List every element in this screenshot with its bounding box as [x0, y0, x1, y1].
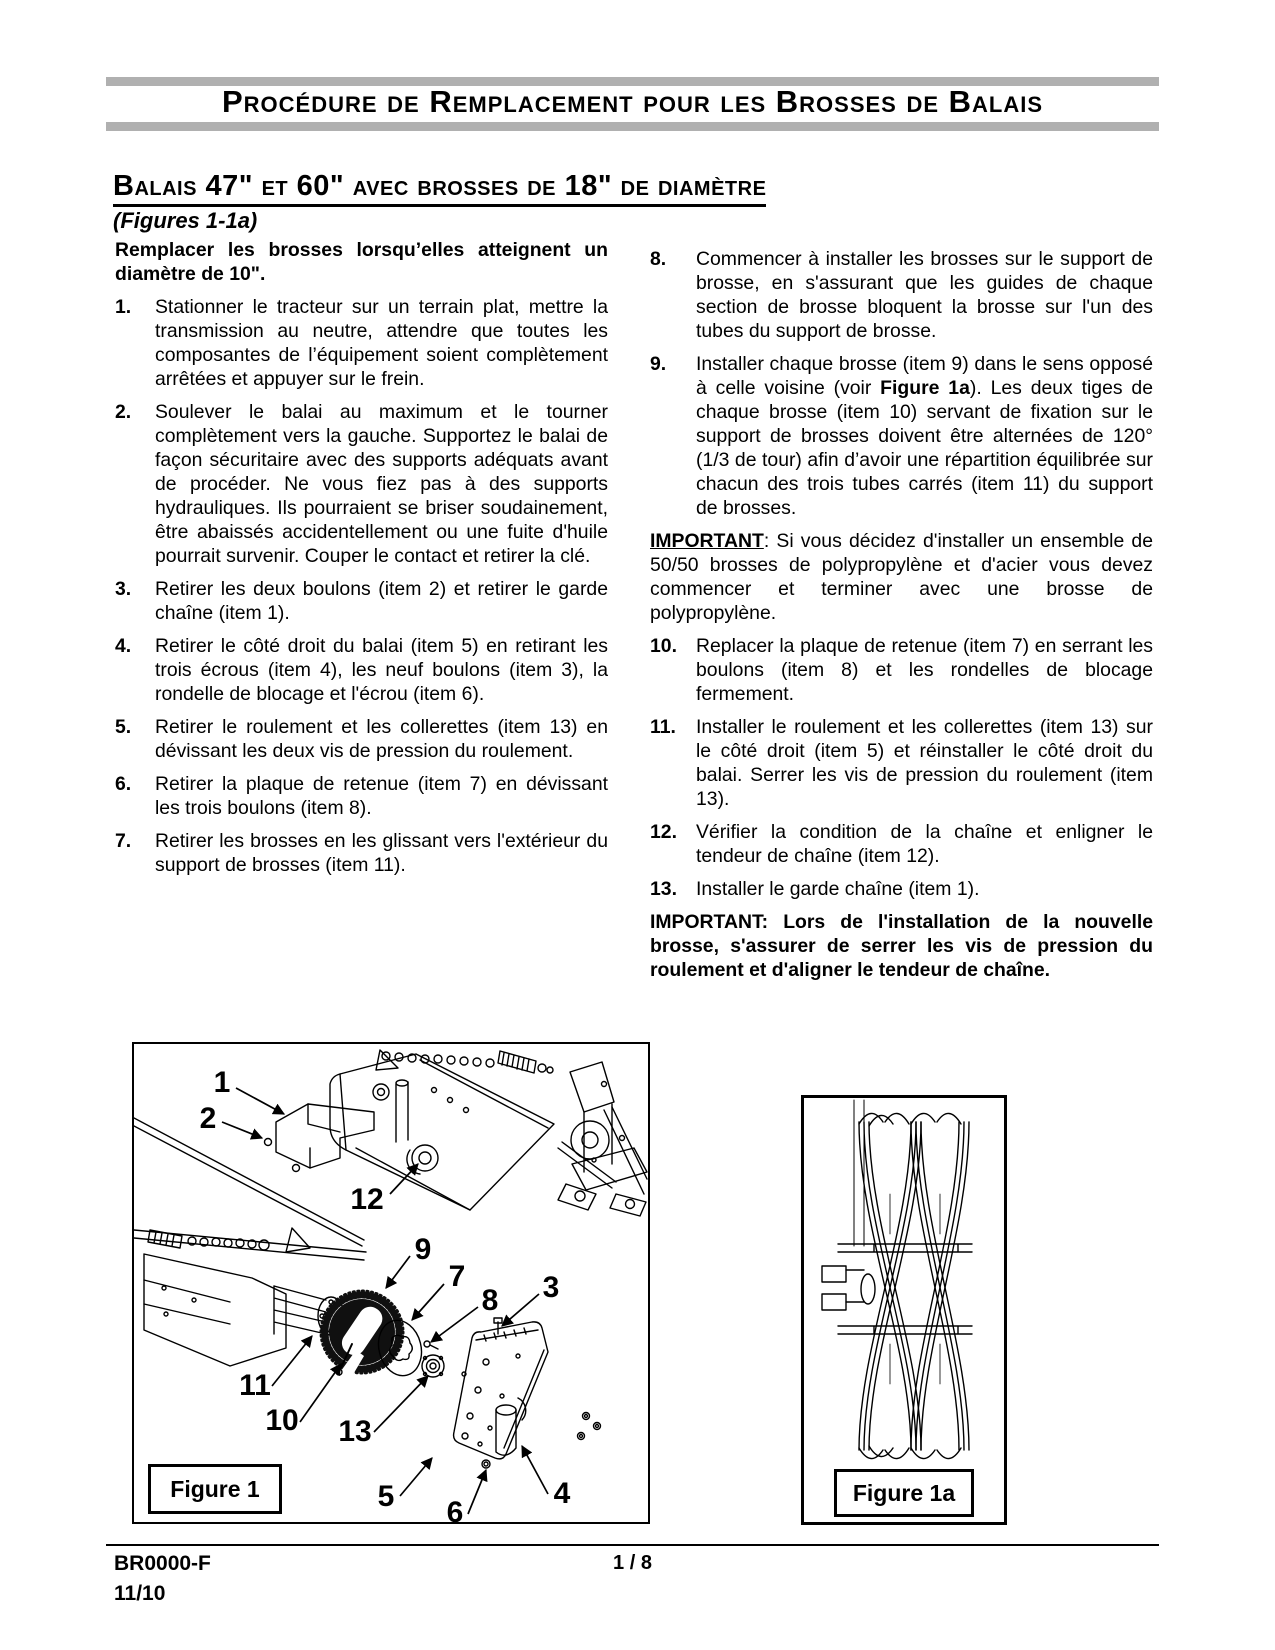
- step-text: Installer chaque brosse (item 9) dans le sens opposé à celle voisine (voir Figure 1a). Les deux tiges de chaque brosse (item 10) servant de fixation sur le support de brosses doivent être alternées de 120° (1/3 de tour) afin d’avoir une répartition équilibrée sur chacun des trois tubes carrés (item 11) du support de brosses.: [696, 353, 1153, 519]
- step-text: Retirer le roulement et les collerettes (item 13) en dévissant les deux vis de pression du roulement.: [155, 716, 608, 762]
- important-note-1: IMPORTANT: Si vous décidez d'installer un ensemble de 50/50 brosses de polypropylène et d'acier vous devez commencer et terminer avec une brosse de polypropylène.: [650, 530, 1153, 624]
- page-number: 1 / 8: [613, 1552, 652, 1574]
- figure1-art: [134, 1044, 648, 1522]
- brush-crossing-art: [822, 1100, 972, 1459]
- step-number: 13.: [650, 878, 677, 900]
- right-column: [650, 247, 1153, 991]
- step-1: [115, 295, 608, 391]
- callout-number-11: 11: [239, 1369, 271, 1402]
- figure-reference: Figure 1a: [880, 377, 970, 399]
- step-text: Soulever le balai au maximum et le tourner complètement vers la gauche. Supportez le balai de façon sécuritaire avec des supports adéquats avant de procéder. Ne vous fiez pas à des supports hydrauliques. Ils pourraient se briser soudainement, être abaissés accidentellement ou une fuite d'huile pourrait survenir. Couper le contact et retirer la clé.: [155, 401, 608, 567]
- left-column: [115, 238, 608, 886]
- step-number: 12.: [650, 821, 677, 843]
- step-9: [650, 352, 1153, 520]
- callout-number-10: 10: [265, 1404, 299, 1437]
- callout-number-6: 6: [446, 1496, 464, 1522]
- figure1a-brush-orientation: [801, 1095, 1007, 1525]
- step-11: [650, 715, 1153, 811]
- section-heading: Balais 47" et 60" avec brosses de 18" de diamètre: [113, 170, 766, 207]
- callout-number-12: 12: [350, 1183, 384, 1216]
- step-number: 10.: [650, 635, 677, 657]
- step-number: 3.: [115, 578, 132, 600]
- step-text: Installer le garde chaîne (item 1).: [696, 878, 980, 900]
- callout-leader-10: [300, 1364, 341, 1422]
- step-number: 2.: [115, 401, 132, 423]
- step-2: [115, 400, 608, 568]
- callout-leader-6: [468, 1470, 486, 1514]
- callout-leader-2: [222, 1122, 262, 1138]
- step-number: 8.: [650, 248, 667, 270]
- callout-leader-4: [522, 1446, 548, 1494]
- step-text: Vérifier la condition de la chaîne et enligner le tendeur de chaîne (item 12).: [696, 821, 1153, 867]
- step-text: Retirer les brosses en les glissant vers l'extérieur du support de brosses (item 11).: [155, 830, 608, 876]
- document-date: 11/10: [114, 1582, 166, 1605]
- step-12: [650, 820, 1153, 868]
- callout-number-13: 13: [338, 1415, 372, 1448]
- callout-number-3: 3: [542, 1271, 560, 1304]
- page-title: Procédure de Remplacement pour les Brosses de Balais: [221, 84, 1044, 119]
- figure1-callouts: [200, 1066, 571, 1522]
- step-text: Stationner le tracteur sur un terrain plat, mettre la transmission au neutre, attendre que toutes les composantes de l’équipement soient complètement arrêtées et appuyer sur le frein.: [155, 296, 608, 390]
- step-3: [115, 577, 608, 625]
- callout-number-2: 2: [199, 1102, 217, 1135]
- figure1a-art: [804, 1098, 1004, 1522]
- callout-leader-5: [400, 1458, 432, 1496]
- step-number: 1.: [115, 296, 132, 318]
- callout-leader-11: [272, 1336, 312, 1386]
- callout-number-7: 7: [448, 1260, 466, 1293]
- callout-number-1: 1: [213, 1066, 231, 1099]
- important-note-2: IMPORTANT: Lors de l'installation de la nouvelle brosse, s'assurer de serrer les vis de pression du roulement et d'aligner le tendeur de chaîne.: [650, 911, 1153, 981]
- step-10: [650, 634, 1153, 706]
- callout-number-5: 5: [377, 1480, 395, 1513]
- callout-leader-9: [386, 1256, 410, 1288]
- step-text: Replacer la plaque de retenue (item 7) en serrant les boulons (item 8) et les rondelles de blocage fermement.: [696, 635, 1153, 705]
- step-6: [115, 772, 608, 820]
- step-text: Commencer à installer les brosses sur le support de brosse, en s'assurant que les guides de chaque section de brosse bloquent la brosse sur l'un des tubes du support de brosse.: [696, 248, 1153, 342]
- intro-paragraph: Remplacer les brosses lorsqu’elles atteignent un diamètre de 10".: [115, 239, 608, 285]
- important-label: IMPORTANT: [650, 530, 764, 552]
- step-text: Retirer la plaque de retenue (item 7) en dévissant les trois boulons (item 8).: [155, 773, 608, 819]
- step-5: [115, 715, 608, 763]
- step-text: Retirer les deux boulons (item 2) et retirer le garde chaîne (item 1).: [155, 578, 608, 624]
- figure1a-label: Figure 1a: [834, 1469, 974, 1517]
- callout-number-9: 9: [414, 1233, 432, 1266]
- callout-number-8: 8: [481, 1284, 499, 1317]
- callout-leader-8: [431, 1307, 478, 1342]
- page-footer: [106, 1544, 1159, 1618]
- callout-number-4: 4: [553, 1477, 571, 1510]
- step-number: 6.: [115, 773, 132, 795]
- step-number: 9.: [650, 353, 667, 375]
- figure1-label: Figure 1: [148, 1464, 282, 1514]
- step-text: Installer le roulement et les collerettes (item 13) sur le côté droit (item 5) et réinstaller le côté droit du balai. Serrer les vis de pression du roulement (item 13).: [696, 716, 1153, 810]
- callout-leader-7: [412, 1284, 444, 1320]
- figure1-exploded-view: [132, 1042, 650, 1524]
- step-13: [650, 877, 1153, 901]
- step-7: [115, 829, 608, 877]
- callout-leader-13: [374, 1376, 428, 1432]
- step-8: [650, 247, 1153, 343]
- callout-leader-1: [236, 1088, 284, 1114]
- document-code: BR0000-F: [114, 1552, 211, 1575]
- step-number: 4.: [115, 635, 132, 657]
- step-number: 5.: [115, 716, 132, 738]
- step-text: Retirer le côté droit du balai (item 5) en retirant les trois écrous (item 4), les neuf boulons (item 3), la rondelle de blocage et l'écrou (item 6).: [155, 635, 608, 705]
- step-4: [115, 634, 608, 706]
- step-number: 11.: [650, 716, 676, 738]
- step-number: 7.: [115, 830, 132, 852]
- header-rule-bottom: [106, 122, 1159, 131]
- section-figure-reference: (Figures 1-1a): [113, 208, 258, 233]
